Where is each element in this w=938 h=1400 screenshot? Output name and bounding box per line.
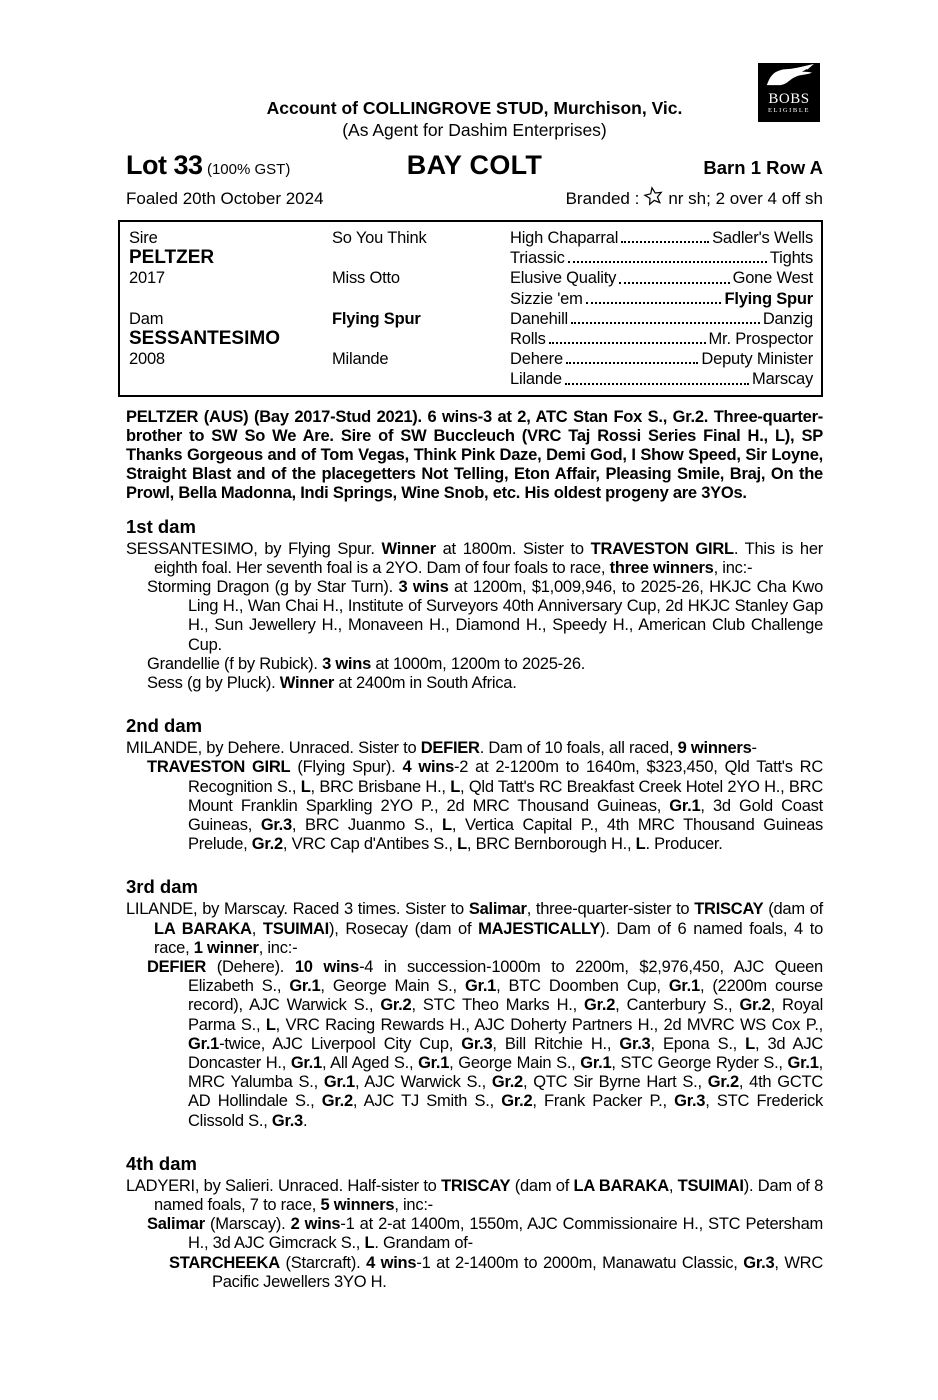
- plain-text: -2 at 2-1200m to 1640m, $323,450, Qld Tatt's RC Recognition S.,: [188, 758, 823, 796]
- ancestor-name: High Chaparral: [510, 228, 619, 247]
- emphasis-text: L: [457, 835, 467, 854]
- emphasis-text: Salimar: [468, 900, 527, 919]
- emphasis-text: L: [265, 1015, 276, 1034]
- plain-text: , WRC Pacific Jewellers 3YO H.: [212, 1253, 824, 1291]
- emphasis-text: Winner: [279, 673, 335, 692]
- plain-text: , (2200m course record), AJC Warwick S.,: [188, 977, 823, 1015]
- ancestor-name: Dehere: [510, 350, 563, 369]
- emphasis-text: Gr.2: [251, 835, 283, 854]
- plain-text: . Dam of 10 foals, all raced,: [479, 739, 678, 758]
- emphasis-text: L: [635, 835, 646, 854]
- brand-star-icon: [643, 186, 664, 212]
- emphasis-text: Gr.1: [787, 1053, 819, 1072]
- plain-text: MILANDE, by Dehere. Unraced. Sister to: [126, 739, 421, 758]
- dam-paragraph: [126, 1177, 823, 1215]
- pedigree-ancestor-row: [510, 289, 813, 309]
- plain-text: -1 at 2-at 1400m, 1550m, AJC Commissionaire H., STC Petersham H., 3d AJC Gimcrack S.,: [188, 1215, 823, 1253]
- sire-year: 2017: [129, 269, 165, 288]
- plain-text: .: [302, 1111, 308, 1130]
- emphasis-text: Gr.1: [289, 977, 321, 996]
- emphasis-text: Gr.1: [290, 1053, 322, 1072]
- grandparent-name: Mr. Prospector: [708, 329, 813, 348]
- plain-text: (Starcraft).: [279, 1253, 367, 1272]
- plain-text: , VRC Cap d'Antibes S.,: [282, 835, 458, 854]
- sire-role-label: Sire: [129, 229, 158, 247]
- emphasis-text: Gr.3: [619, 1034, 651, 1053]
- pedigree-ancestor-row: [510, 228, 813, 248]
- progeny-paragraph: [126, 758, 823, 854]
- bobs-badge-title: BOBS: [768, 91, 810, 107]
- plain-text: Sess (g by Pluck).: [147, 673, 280, 692]
- emphasis-text: 3 wins: [322, 654, 372, 673]
- ancestor-name: Sizzie 'em: [510, 289, 583, 308]
- emphasis-text: TRAVESTON GIRL: [147, 758, 291, 777]
- lot-number: Lot 33: [126, 150, 203, 180]
- emphasis-text: Gr.1: [464, 977, 497, 996]
- plain-text: ). Dam of 6 named foals, 4 to race,: [154, 919, 824, 957]
- dam-paragraph: [126, 900, 823, 958]
- plain-text: , 4th GCTC AD Hollindale S.,: [188, 1073, 823, 1111]
- dot-leader: [586, 302, 722, 304]
- catalogue-page: [126, 0, 823, 1292]
- progeny-paragraph: [126, 578, 823, 655]
- foal-brand-row: [126, 186, 823, 212]
- plain-text: , QTC Sir Byrne Hart S.,: [522, 1073, 708, 1092]
- page-title: BAY COLT: [406, 150, 543, 180]
- plain-text: ). Dam of 8 named foals, 7 to race,: [154, 1176, 824, 1214]
- plain-text: , VRC Racing Rewards H., AJC Doherty Partners H., 2d MVRC WS Cox P.,: [275, 1015, 823, 1034]
- emphasis-text: TRISCAY: [694, 900, 764, 919]
- plain-text: at 2400m in South Africa.: [334, 673, 517, 692]
- dam-year: 2008: [129, 350, 165, 369]
- grandparent-name: Sadler's Wells: [712, 228, 813, 247]
- plain-text: , Frank Packer P.,: [532, 1092, 675, 1111]
- progeny-paragraph: [126, 1254, 823, 1292]
- emphasis-text: Gr.1: [669, 796, 701, 815]
- gst-note: (100% GST): [206, 161, 291, 178]
- dot-leader: [568, 261, 767, 263]
- emphasis-text: L: [745, 1034, 755, 1053]
- grandparent-name: Marscay: [752, 370, 813, 389]
- dot-leader: [621, 241, 709, 243]
- emphasis-text: Gr.2: [491, 1073, 523, 1092]
- emphasis-text: TSUIMAI: [677, 1176, 744, 1195]
- sire-name: PELTZER: [129, 247, 215, 269]
- emphasis-text: L: [442, 815, 452, 834]
- plain-text: (dam of: [510, 1176, 574, 1195]
- plain-text: at 1800m. Sister to: [435, 539, 591, 558]
- plain-text: , 3d Gold Coast Guineas,: [188, 796, 823, 834]
- pedigree-ancestor-row: [510, 349, 813, 369]
- emphasis-text: TRAVESTON GIRL: [590, 539, 734, 558]
- plain-text: , George Main S.,: [320, 977, 465, 996]
- plain-text: , Royal Parma S.,: [188, 996, 823, 1034]
- emphasis-text: 10 wins: [294, 957, 360, 976]
- dot-leader: [619, 282, 729, 284]
- plain-text: , Epona S.,: [650, 1034, 746, 1053]
- dam-sire: Flying Spur: [332, 309, 421, 328]
- emphasis-text: DEFIER: [420, 739, 480, 758]
- plain-text: -1 at 2-1400m to 2000m, Manawatu Classic,: [416, 1253, 744, 1272]
- emphasis-text: MAJESTICALLY: [478, 919, 601, 938]
- plain-text: , STC Theo Marks H.,: [411, 996, 585, 1015]
- emphasis-text: 1 winner: [193, 938, 259, 957]
- plain-text: . This is her eighth foal. Her seventh foal is a 2YO. Dam of four foals to race,: [154, 539, 823, 577]
- grandparent-name: Tights: [769, 249, 813, 268]
- plain-text: ), Rosecay (dam of: [328, 919, 479, 938]
- dam-section: [126, 1153, 823, 1292]
- emphasis-text: Gr.1: [323, 1073, 355, 1092]
- emphasis-text: Gr.1: [668, 977, 700, 996]
- dam-section: [126, 876, 823, 1130]
- plain-text: at 1200m, $1,009,946, to 2025-26, HKJC Cha Kwo Ling H., Wan Chai H., Institute of Surveyors 40th Anniversary Cup, 2d HKJC Stanley Gap H., Sun Jewellery H., Monaveen H., Diamond H., Speedy H., American Club Challenge Cup.: [188, 577, 823, 654]
- plain-text: -: [751, 739, 757, 758]
- ancestor-name: Danehill: [510, 309, 569, 328]
- account-line: Account of COLLINGROVE STUD, Murchison, Vic.: [266, 98, 683, 118]
- emphasis-text: Gr.2: [739, 996, 771, 1015]
- plain-text: (Dehere).: [206, 957, 295, 976]
- emphasis-text: L: [450, 777, 461, 796]
- emphasis-text: 9 winners: [677, 739, 752, 758]
- emphasis-text: Gr.1: [188, 1034, 220, 1053]
- emphasis-text: LA BARAKA: [154, 919, 252, 938]
- plain-text: , BTC Doomben Cup,: [496, 977, 669, 996]
- emphasis-text: 3 wins: [398, 577, 449, 596]
- lot-block: [126, 150, 290, 181]
- emphasis-text: STARCHEEKA: [169, 1253, 280, 1272]
- plain-text: , MRC Yalumba S.,: [188, 1053, 823, 1092]
- pedigree-ancestor-row: [510, 369, 813, 389]
- plain-text: , Qld Tatt's RC Breakfast Creek Hotel 2YO H., BRC Mount Franklin Sparkling 2YO P., 2d MRC Thousand Guineas,: [188, 777, 823, 815]
- emphasis-text: Gr.3: [271, 1111, 303, 1130]
- grandparent-name: Danzig: [762, 309, 813, 328]
- plain-text: , AJC TJ Smith S.,: [352, 1092, 502, 1111]
- plain-text: (Marscay).: [204, 1215, 291, 1234]
- emphasis-text: Gr.2: [501, 1092, 533, 1111]
- emphasis-text: TRISCAY: [441, 1176, 511, 1195]
- plain-text: ,: [251, 919, 263, 938]
- emphasis-text: Winner: [381, 539, 436, 558]
- emphasis-text: Gr.2: [707, 1073, 739, 1092]
- plain-text: LADYERI, by Salieri. Unraced. Half-sister to: [126, 1176, 442, 1195]
- pedigree-table: [118, 220, 823, 397]
- emphasis-text: 4 wins: [402, 758, 455, 777]
- emphasis-text: Gr.3: [674, 1092, 706, 1111]
- plain-text: , Canterbury S.,: [615, 996, 740, 1015]
- grandparent-name: Deputy Minister: [701, 350, 813, 369]
- plain-text: , BRC Juanmo S.,: [291, 815, 443, 834]
- branded-prefix: Branded :: [565, 189, 640, 208]
- plain-text: at 1000m, 1200m to 2025-26.: [371, 654, 586, 673]
- plain-text: . Grandam of-: [374, 1234, 473, 1253]
- plain-text: Storming Dragon (g by Star Turn).: [147, 577, 399, 596]
- ancestor-name: Elusive Quality: [510, 269, 617, 288]
- plain-text: , STC Frederick Clissold S.,: [188, 1092, 823, 1130]
- dam-sections: [126, 516, 823, 1293]
- emphasis-text: Gr.2: [380, 996, 412, 1015]
- ancestor-name: Triassic: [510, 249, 565, 268]
- grandparent-name: Gone West: [732, 269, 813, 288]
- pedigree-ancestor-row: [510, 268, 813, 288]
- dot-leader: [566, 362, 698, 364]
- plain-text: ,: [668, 1176, 678, 1195]
- emphasis-text: Gr.2: [321, 1092, 353, 1111]
- plain-text: LILANDE, by Marscay. Raced 3 times. Sister to: [126, 900, 469, 919]
- plain-text: , 3d AJC Doncaster H.,: [188, 1034, 823, 1072]
- emphasis-text: Salimar: [147, 1215, 205, 1234]
- foaled-date: Foaled 20th October 2024: [126, 189, 324, 208]
- sire-summary: PELTZER (AUS) (Bay 2017-Stud 2021). 6 wins-3 at 2, ATC Stan Fox S., Gr.2. Three-quarter-brother to SW So We Are. Sire of SW Buccleuch (VRC Taj Rossi Series Final H., L), SP Thanks Gorgeous and of Tom Vegas, Think Pink Daze, Demi God, I Show Speed, Sir Loyne, Straight Blast and of the placegetters Not Telling, Eton Affair, Pleasing Smile, Braj, On the Prowl, Bella Madonna, Indi Springs, Wine Snob, etc. His oldest progeny are 3YOs.: [126, 407, 823, 503]
- emphasis-text: 4 wins: [366, 1253, 417, 1272]
- dam-section: [126, 715, 823, 854]
- emphasis-text: Gr.1: [580, 1053, 612, 1072]
- section-heading: 2nd dam: [126, 715, 203, 737]
- branding-info: [566, 186, 823, 212]
- ancestor-name: Rolls: [510, 329, 546, 348]
- plain-text: , inc:-: [258, 938, 298, 957]
- progeny-paragraph: [126, 674, 823, 693]
- emphasis-text: LA BARAKA: [573, 1176, 669, 1195]
- emphasis-text: 5 winners: [320, 1196, 395, 1214]
- bobs-badge-subtitle: ELIGIBLE: [767, 107, 811, 114]
- emphasis-text: three winners: [609, 558, 714, 577]
- emphasis-text: Gr.2: [584, 996, 616, 1015]
- plain-text: , BRC Bernborough H.,: [466, 835, 636, 854]
- plain-text: , three-quarter-sister to: [526, 900, 695, 919]
- dam-section: [126, 516, 823, 694]
- barn-location: Barn 1 Row A: [703, 157, 823, 178]
- plain-text: -twice, AJC Liverpool City Cup,: [219, 1034, 462, 1053]
- plain-text: -4 in succession-1000m to 2200m, $2,976,450, AJC Queen Elizabeth S.,: [188, 957, 823, 996]
- plain-text: , BRC Brisbane H.,: [310, 777, 451, 796]
- plain-text: SESSANTESIMO, by Flying Spur.: [126, 539, 382, 558]
- dot-leader: [549, 342, 706, 344]
- section-heading: 4th dam: [126, 1152, 197, 1174]
- plain-text: , George Main S.,: [449, 1053, 581, 1072]
- pedigree-ancestor-row: [510, 309, 813, 329]
- plain-text: . Producer.: [645, 835, 723, 854]
- emphasis-text: TSUIMAI: [262, 919, 329, 938]
- pedigree-ancestor-row: [510, 329, 813, 349]
- dam-paragraph: [126, 540, 823, 578]
- dam-name: SESSANTESIMO: [129, 327, 280, 349]
- section-heading: 1st dam: [126, 515, 196, 537]
- progeny-paragraph: [126, 958, 823, 1131]
- emphasis-text: Gr.3: [260, 815, 292, 834]
- dot-leader: [565, 383, 749, 385]
- plain-text: Grandellie (f by Rubick).: [147, 654, 323, 673]
- plain-text: , inc:-: [394, 1196, 433, 1214]
- emphasis-text: L: [300, 777, 311, 796]
- plain-text: , Vertica Capital P., 4th MRC Thousand Guineas Prelude,: [188, 815, 824, 854]
- lot-title-row: [126, 150, 823, 181]
- pedigree-ancestor-row: [510, 248, 813, 268]
- plain-text: , AJC Warwick S.,: [354, 1073, 492, 1092]
- ancestor-name: Lilande: [510, 370, 562, 389]
- sire-sire: So You Think: [332, 229, 427, 247]
- progeny-paragraph: [126, 1215, 823, 1253]
- emphasis-text: DEFIER: [147, 957, 207, 976]
- plain-text: , All Aged S.,: [321, 1053, 419, 1072]
- dam-dam: Milande: [332, 350, 389, 369]
- plain-text: , STC George Ryder S.,: [611, 1053, 788, 1072]
- agent-line: (As Agent for Dashim Enterprises): [342, 120, 607, 140]
- branded-suffix: nr sh; 2 over 4 off sh: [668, 189, 823, 208]
- plain-text: (dam of: [763, 900, 823, 919]
- dot-leader: [571, 322, 760, 324]
- dam-paragraph: [126, 739, 823, 758]
- emphasis-text: 2 wins: [290, 1215, 341, 1234]
- plain-text: , inc:-: [713, 558, 753, 577]
- section-heading: 3rd dam: [126, 876, 198, 898]
- emphasis-text: Gr.3: [461, 1034, 493, 1053]
- emphasis-text: Gr.1: [418, 1053, 450, 1072]
- emphasis-text: L: [364, 1234, 375, 1253]
- plain-text: , Bill Ritchie H.,: [492, 1034, 620, 1053]
- progeny-paragraph: [126, 655, 823, 674]
- sire-dam: Miss Otto: [332, 269, 400, 288]
- dam-role-label: Dam: [129, 309, 164, 328]
- emphasis-text: Gr.3: [743, 1253, 775, 1272]
- plain-text: (Flying Spur).: [290, 758, 403, 777]
- grandparent-name: Flying Spur: [724, 289, 813, 308]
